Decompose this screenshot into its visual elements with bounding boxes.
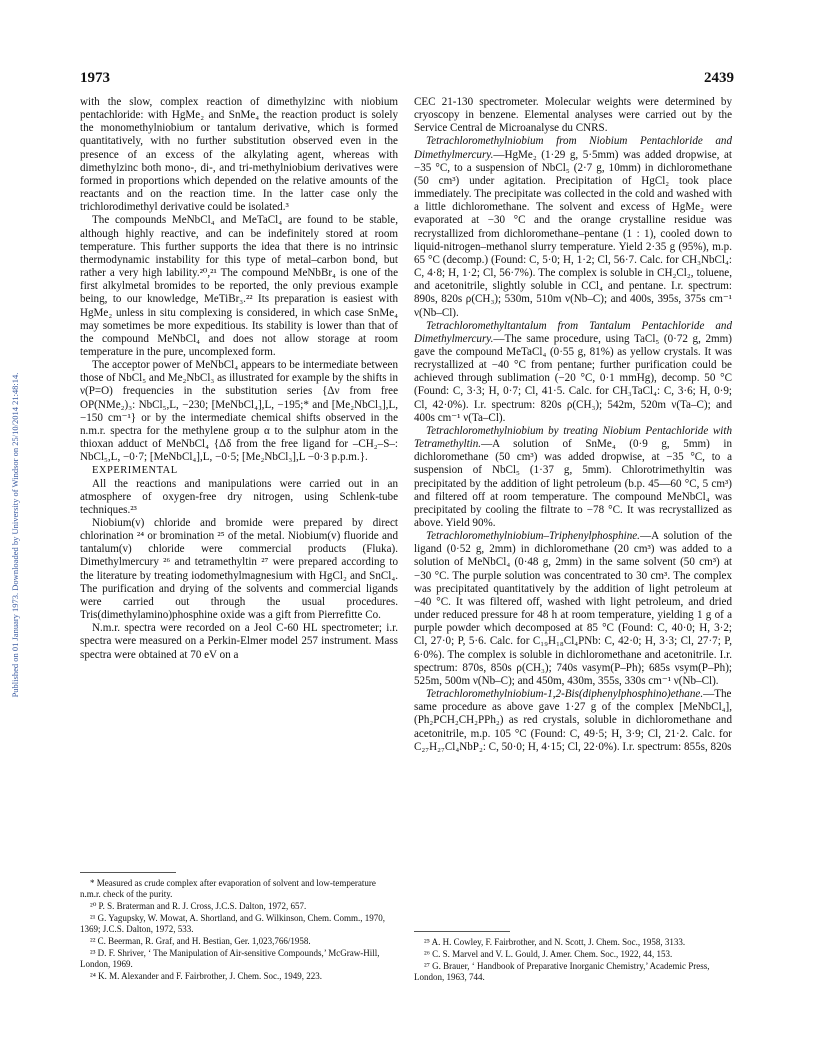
paragraph: Niobium(v) chloride and bromide were prepared by direct chlorination ²⁴ or bromination ²⁵ of the metal. Niobium(v) fluoride and tantalum(v) chloride were commercial products (Fluka). Dimethylmercury ²⁶ and tetramethyltin ²⁷ were prepared according to the literature by treating iodomethylmagnesium with HgCl₂ and SnCl₄. The purification and drying of the solvents and commercial ligands were carried out through the usual procedures. Tris(dimethylamino)phosphine oxide was a gift from Pierrefitte Co. [80,517,398,622]
paragraph: The acceptor power of MeNbCl₄ appears to be intermediate between those of NbCl₅ and Me₂NbCl₃ as illustrated for example by the shifts in ν(P=O) frequencies in the substitution series {Δν from free OP(NMe₂)₃: NbCl₅,L, −230; [MeNbCl₄],L, −195;* and [Me₂NbCl₃],L, −150 cm⁻¹} or by the intermediate chemical shifts observed in the n.m.r. spectra for the methylene group α to the sulphur atom in the thioxan adduct of MeNbCl₄ {Δδ from the free ligand for –CH₂–S–: NbCl₅,L, −0·7; [MeNbCl₄],L, −0·5; [Me₂NbCl₃],L −0·3 p.p.m.}. [80,359,398,464]
procedure-title: Tetrachloromethylniobium-1,2-Bis(diphenylphosphino)ethane. [426,688,704,701]
paragraph [414,320,732,425]
paragraph: CEC 21-130 spectrometer. Molecular weights were determined by cryoscopy in benzene. Elemental analyses were carried out by the Service Central de Microanalyse du CNRS. [414,96,732,135]
paragraph [414,425,732,530]
procedure-body: —The same procedure, using TaCl₅ (0·72 g, 2mm) gave the compound MeTaCl₄ (0·55 g, 81%) as yellow crystals. It was recrystallized at −40 °C from pentane; further purification could be achieved through sublimation (−20 °C, 0·1 mmHg), decomp. 50 °C (Found: C, 3·3; H, 0·7; Cl, 41·5. Calc. for CH₃TaCl₄: C, 3·6; H, 0·9; Cl, 42·0%). I.r. spectrum: 820s ρ(CH₃); 542m, 520m ν(Ta–C); and 400s cm⁻¹ ν(Ta–Cl). [414,332,732,424]
footnote-rule [414,931,510,932]
footnote-rule [80,872,176,873]
footnote: ²² C. Beerman, R. Graf, and H. Bestian, Ger. 1,023,766/1958. [90,936,311,946]
footnote: * Measured as crude complex after evaporation of solvent and low-temperature n.m.r. check of the purity. [80,878,376,899]
footnote: ²⁴ K. M. Alexander and F. Fairbrother, J. Chem. Soc., 1949, 223. [90,971,322,981]
procedure-title: Tetrachloromethyltantalum from Tantalum Pentachloride and Dimethylmercury. [414,319,732,345]
year-header: 1973 [80,70,110,86]
paragraph [414,530,732,688]
paragraph: The compounds MeNbCl₄ and MeTaCl₄ are found to be stable, although highly reactive, and can be indefinitely stored at room temperature. This further supports the idea that there is no intrinsic thermodynamic instability for this type of metal–carbon bond, but rather a very high lability.²⁰,²¹ The compound MeNbBr₄ is one of the first alkylmetal bromides to be reported, the only previous example being, to our knowledge, MeTiBr₃.²² Its preparation is easiest with HgMe₂ unless in situ complexing is considered, in which case SnMe₄ may sometimes be more expeditious. Its stability is lower than that of the compound MeNbCl₄ and does not allow storage at room temperature in the pure, uncomplexed form. [80,214,398,358]
left-column [80,96,398,662]
procedure-body: —The same procedure as above gave 1·27 g of the complex [MeNbCl₄],(Ph₂PCH₂CH₂PPh₂) as red crystals, soluble in dichloromethane and acetonitrile, m.p. 105 °C (Found: C, 49·5; H, 3·9; Cl, 21·2. Calc. for C₂₇H₂₇Cl₄NbP₂: C, 50·0; H, 4·15; Cl, 22·0%). I.r. spectrum: 855s, 820s [414,688,732,753]
footnotes-left [80,878,398,983]
paragraph: All the reactions and manipulations were carried out in an atmosphere of oxygen-free dry nitrogen, using Schlenk-tube techniques.²³ [80,477,398,516]
paragraph [414,135,732,319]
footnote: ²⁵ A. H. Cowley, F. Fairbrother, and N. Scott, J. Chem. Soc., 1958, 3133. [424,937,686,947]
procedure-body: —HgMe₂ (1·29 g, 5·5mm) was added dropwise, at −35 °C, to a suspension of NbCl₅ (2·7 g, 10mm) in dichloromethane (50 cm³) under agitation. Precipitation of HgCl₂ took place immediately. The precipitate was collected in the cold and washed with a little dichloromethane. The solvent and excess of HgMe₂ were evaporated at −30 °C and the orange crystalline residue was recrystallized from dichloromethane–pentane (1 : 1), cooled down to liquid-nitrogen–methanol slurry temperature. Yield 2·35 g (95%), m.p. 65 °C (decomp.) (Found: C, 5·0; H, 1·2; Cl, 56·7. Calc. for CH₃NbCl₄: C, 4·8; H, 1·2; Cl, 56·7%). The complex is soluble in CH₂Cl₂, toluene, and acetonitrile, slightly soluble in CCl₄ and pentane. I.r. spectrum: 890s, 820s ρ(CH₃); 530m, 510m ν(Nb–C); and 400s, 395s, 375s cm⁻¹ ν(Nb–Cl). [414,148,732,319]
right-column [414,96,732,754]
paragraph: with the slow, complex reaction of dimethylzinc with niobium pentachloride: with HgMe₂ and SnMe₄ the reaction product is solely the monomethylniobium or tantalum derivative, which is formed quantitatively, with no further substitution observed even in the presence of an excess of the alkylating agent, whereas with dimethylzinc both mono-, di-, and tri-methylniobium derivatives were formed in proportions which depended on the relative amounts of the reactants and on the reaction time. In the latter case only the trichlorodimethyl derivative could be isolated.³ [80,96,398,214]
section-heading: EXPERIMENTAL [92,465,178,477]
footnote: ²¹ G. Yagupsky, W. Mowat, A. Shortland, and G. Wilkinson, Chem. Comm., 1970, 1369; J.C.S. Dalton, 1972, 533. [80,913,386,934]
procedure-title: Tetrachloromethylniobium–Triphenylphosphine. [426,530,640,543]
footnote: ²⁶ C. S. Marvel and V. L. Gould, J. Amer. Chem. Soc., 1922, 44, 153. [424,949,673,959]
footnote: ²⁰ P. S. Braterman and R. J. Cross, J.C.S. Dalton, 1972, 657. [90,901,307,911]
procedure-title: Tetrachloromethylniobium from Niobium Pentachloride and Dimethylmercury. [414,135,732,161]
paragraph [414,688,732,754]
footnote: ²³ D. F. Shriver, ‘ The Manipulation of Air-sensitive Compounds,’ McGraw-Hill, London, 1969. [80,948,380,969]
paragraph: N.m.r. spectra were recorded on a Jeol C-60 HL spectrometer; i.r. spectra were measured on a Perkin-Elmer model 257 instrument. Mass spectra were obtained at 70 eV on a [80,622,398,661]
procedure-title: Tetrachloromethylniobium by treating Niobium Pentachloride with Tetramethyltin. [414,424,732,451]
page-number: 2439 [704,70,734,86]
procedure-body: —A solution of SnMe₄ (0·9 g, 5mm) in dichloromethane (50 cm³) was added dropwise, at −35 °C, to a suspension of NbCl₅ (1·37 g, 5mm). Chlorotrimethyltin was precipitated by the addition of light petroleum (b.p. 45—60 °C, 5 cm³) and filtered off at room temperature. The compound MeNbCl₄ was precipitated by cooling the filtrate to −78 °C. It was recrystallized as above. Yield 90%. [414,438,732,529]
footnote: ²⁷ G. Brauer, ‘ Handbook of Preparative Inorganic Chemistry,’ Academic Press, London, 1963, 744. [414,961,710,982]
footnotes-right [414,937,732,984]
publication-note[interactable]: Published on 01 January 1973. Downloaded by University of Windsor on 25/10/2014 21:48:14. [10,372,20,698]
procedure-body: —A solution of the ligand (0·52 g, 2mm) in dichloromethane (20 cm³) was added to a solution of MeNbCl₄ (0·48 g, 2mm) in the same solvent (50 cm³) at −30 °C. The purple solution was concentrated to 30 cm³. The complex was precipitated quantitatively by the addition of light petroleum at −40 °C. It was filtered off, washed with light petroleum, and dried under reduced pressure for 48 h at room temperature, yielding 1 g of a purple powder which decomposed at 85 °C (Found: C, 40·0; H, 3·2; Cl, 27·0; P, 5·6. Calc. for C₁₉H₁₈Cl₄PNb: C, 42·0; H, 3·3; Cl, 27·7; P, 6·0%). The complex is soluble in dichloromethane and acetonitrile. I.r. spectrum: 870s, 850s ρ(CH₃); 740s νasym(P–Ph); 685s νsym(P–Ph); 525m, 500m ν(Nb–C); and 450m, 430m, 355s, 330s cm⁻¹ ν(Nb–Cl). [414,530,732,687]
publication-sidebar [0,130,18,950]
